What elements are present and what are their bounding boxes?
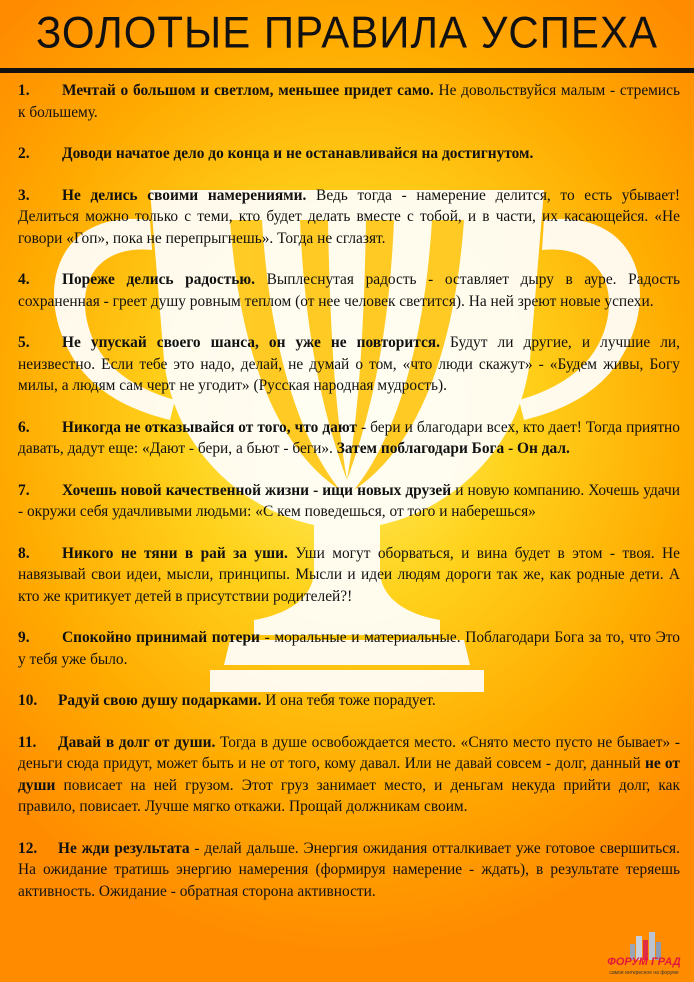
rule-number: 3. xyxy=(18,186,30,204)
forum-logo xyxy=(602,930,686,976)
rule-text: - моральные и материальные. Поблагодари Бога за то, что Это у тебя уже было. xyxy=(18,629,680,668)
rule-text: Уши могут оборваться, и вина будет в этом - твоя. Не навязывай свои идеи, мысли, принципы. Мысли и идеи людям дороги так же, как родные дети. А кто же критикует детей в присутствии родителей?! xyxy=(18,544,681,605)
rule-text: И она тебя тоже порадует. xyxy=(261,692,436,709)
rule-number: 11. xyxy=(18,733,37,751)
rule-item xyxy=(18,80,680,123)
rule-text: - делай дальше. Энергия ожидания отталкивает уже готовое свершиться. На ожидание тратишь энергию намерения (формируя намерение - ждать), в результате теряешь активность. Ожидание - обратная сторона активности. xyxy=(18,839,680,900)
rule-text: Выплеснутая радость - оставляет дыру в ауре. Радость сохраненная - греет душу ровным теплом (от нее человек светится). На ней зреют новые успехи. xyxy=(18,271,680,310)
rule-number: 10. xyxy=(18,692,38,709)
rule-heading: Пореже делись радостью. xyxy=(62,271,256,288)
rule-number: 2. xyxy=(18,145,30,162)
rule-heading-extra: Затем поблагодари Бога - Он дал. xyxy=(336,440,570,457)
rule-heading: Не упускай своего шанса, он уже не повторится. xyxy=(62,334,440,351)
rule-item xyxy=(18,185,680,250)
rule-item xyxy=(18,269,680,312)
rule-text: Ведь тогда - намерение делится, то есть убывает! Делиться можно только с теми, кто будет делать вместе с тобой, и в части, их касающейся. «Не говори «Гоп», пока не перепрыгнешь». Тогда не сглазят. xyxy=(18,186,681,247)
rule-number: 1. xyxy=(18,82,30,99)
rule-heading: Никогда не отказывайся от того, что дают xyxy=(62,418,357,436)
rule-number: 5. xyxy=(18,334,30,351)
rule-number: 12. xyxy=(18,839,38,857)
rule-item xyxy=(18,627,680,670)
rule-number: 8. xyxy=(18,544,30,562)
rule-number: 9. xyxy=(18,629,30,646)
rule-heading: Хочешь новой качественной жизни - ищи новых друзей xyxy=(62,481,452,499)
rule-item xyxy=(18,838,680,903)
rule-text: - бери и благодари всех, кто дает! Тогда приятно давать, дадут еще: «Дают - бери, а бьют - беги». xyxy=(18,418,680,457)
rule-item xyxy=(18,690,680,712)
rule-text: и новую компанию. Хочешь удачи - окружи себя удачливыми людьми: «С кем поведешься, от того и наберешься» xyxy=(18,481,680,520)
rule-heading: Не жди результата xyxy=(58,839,190,857)
rule-heading: Мечтай о большом и светлом, меньшее придет само. xyxy=(62,82,434,99)
rule-item xyxy=(18,480,680,523)
rule-heading: Спокойно принимай потери xyxy=(62,629,260,646)
rule-number: 6. xyxy=(18,418,30,436)
rule-text: Тогда в душе освобождается место. «Снято место пусто не бывает» - деньги сюда придут, может быть и не от того, кому давал. Или не давай совсем - долг, данный xyxy=(18,733,680,772)
rule-text-extra: повисает на ней грузом. Этот груз занимает место, и деньгам некуда прийти долг, как правило, повисает. Лучше мягко откажи. Прощай должникам своим. xyxy=(18,776,680,815)
rule-item xyxy=(18,732,680,818)
rule-heading: Доводи начатое дело до конца и не останавливайся на достигнутом. xyxy=(62,145,534,162)
rule-text: Будут ли другие, и лучшие ли, неизвестно. Если тебе это надо, делай, не думай о том, «что люди скажут» - «Будем живы, Богу милы, а людям сам черт не угодит» (Русская народная мудрость). xyxy=(18,334,681,394)
rule-text: Не довольствуйся малым - стремись к большему. xyxy=(18,82,680,121)
title-underline xyxy=(0,68,694,73)
logo-name: ФОРУМ ГРАД xyxy=(607,956,681,968)
rule-heading: Не делись своими намерениями. xyxy=(62,186,307,204)
rules-list xyxy=(18,80,680,922)
page-title: ЗОЛОТЫЕ ПРАВИЛА УСПЕХА xyxy=(36,7,658,58)
rule-number: 7. xyxy=(18,481,30,499)
rule-item xyxy=(18,543,680,608)
rule-item xyxy=(18,143,680,165)
header xyxy=(0,0,694,66)
rule-heading: Никого не тяни в рай за уши. xyxy=(62,544,288,562)
rule-item xyxy=(18,417,680,460)
rule-number: 4. xyxy=(18,271,30,288)
rule-heading-extra: не от души xyxy=(18,755,680,794)
logo-tagline: самое интересное на форуме xyxy=(609,970,679,976)
rule-item xyxy=(18,332,680,397)
rule-heading: Радуй свою душу подарками. xyxy=(58,692,262,709)
rule-heading: Давай в долг от души. xyxy=(58,733,216,751)
